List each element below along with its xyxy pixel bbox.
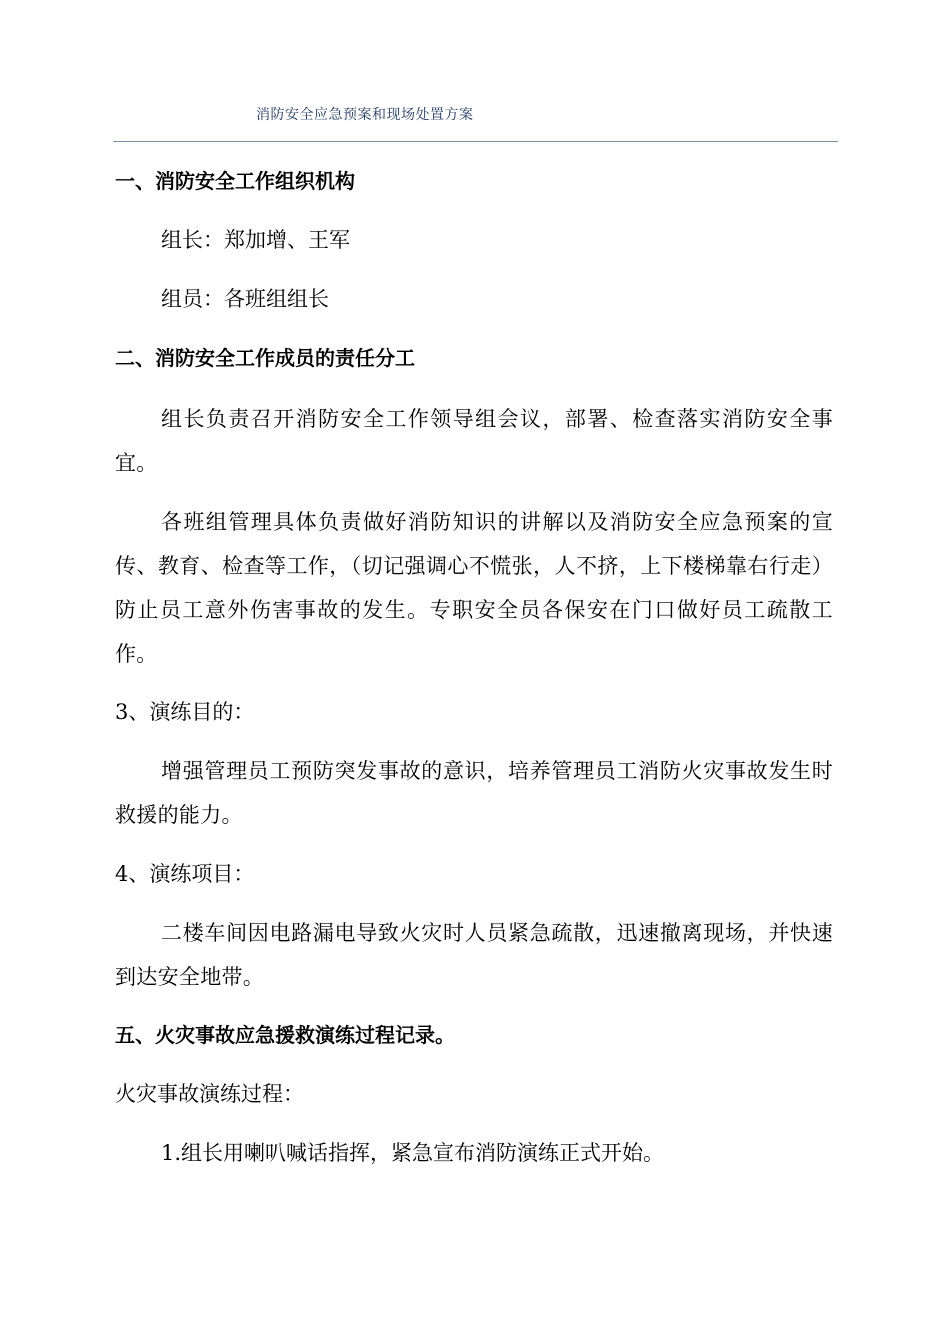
section-2-paragraph-2: 各班组管理具体负责做好消防知识的讲解以及消防安全应急预案的宣传、教育、检查等工作，（切记强调心不慌张，人不挤，上下楼梯靠右行走）防止员工意外伤害事故的发生。专职安全员各保安在门口做好员工疏散工作。 [115,510,833,666]
section-1-heading: 一、消防安全工作组织机构 [115,169,355,193]
section-3-heading: 3、演练目的： [115,700,255,724]
section-5-step-1: 1.组长用喇叭喊话指挥，紧急宣布消防演练正式开始。 [161,1141,665,1165]
section-5-heading: 五、火灾事故应急援救演练过程记录。 [115,1023,455,1047]
section-2-heading: 二、消防安全工作成员的责任分工 [115,346,415,370]
header-divider [113,141,838,142]
section-3-paragraph: 增强管理员工预防突发事故的意识，培养管理员工消防火灾事故发生时救援的能力。 [115,759,833,827]
section-5-subheading: 火灾事故演练过程： [115,1082,304,1106]
section-2-paragraph-1: 组长负责召开消防安全工作领导组会议，部署、检查落实消防安全事宜。 [115,407,833,475]
section-1-leader: 组长：郑加增、王军 [161,228,350,252]
section-4-heading: 4、演练项目： [115,862,255,886]
section-4-paragraph: 二楼车间因电路漏电导致火灾时人员紧急疏散，迅速撤离现场，并快速到达安全地带。 [115,921,833,989]
page-header-title: 消防安全应急预案和现场处置方案 [256,107,474,123]
section-1-members: 组员：各班组组长 [161,287,329,311]
